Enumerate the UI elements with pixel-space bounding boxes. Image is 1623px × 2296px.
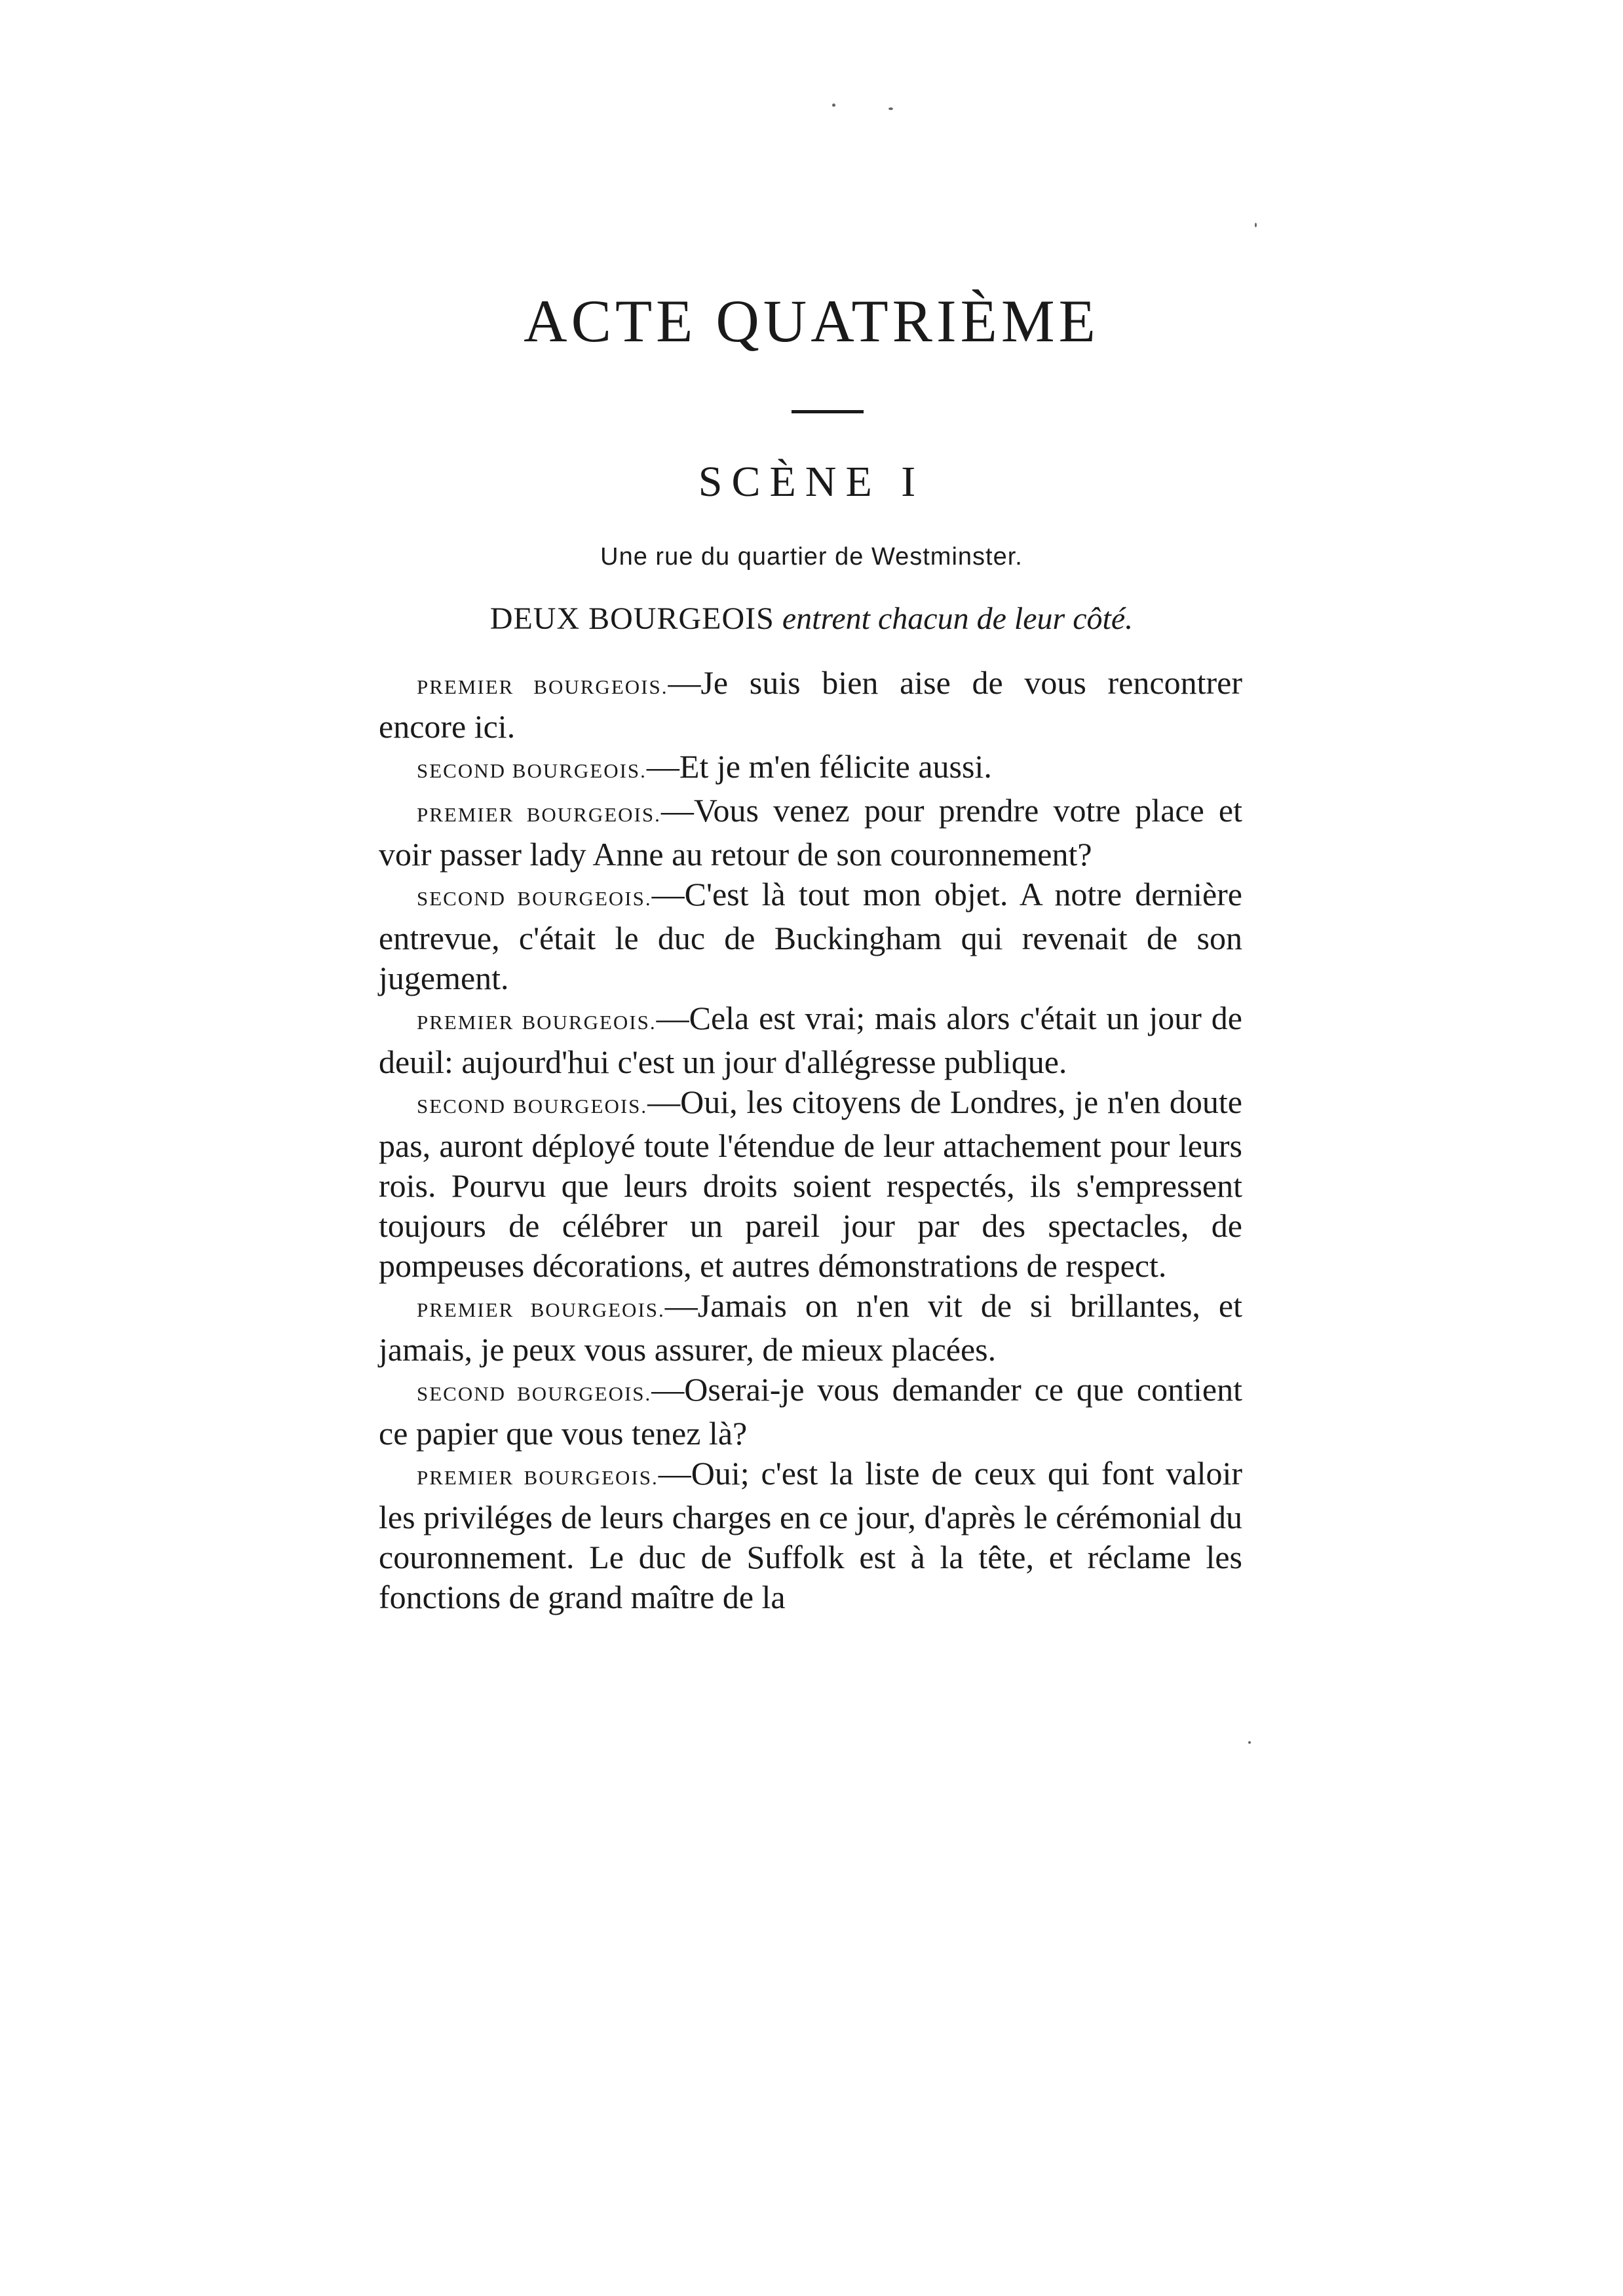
speech-text: —Oui; c'est la liste de ceux qui font valoir les priviléges de leurs charges en ce jour, d'après le cérémonial du couronnement. Le duc de Suffolk est à la tête, et réclame les fonctions de grand maître de la — [379, 1455, 1242, 1615]
speech-text: —Oui, les citoyens de Londres, je n'en doute pas, auront déployé toute l'étendue de leur attachement pour leurs rois. Pourvu que leurs droits soient respectés, ils s'empressent toujours de célébrer un pareil jour par des spectacles, de pompeuses décorations, et autres démonstrations de respect. — [379, 1083, 1242, 1284]
speaker-name: PREMIER BOURGEOIS. — [417, 1011, 657, 1034]
stage-direction-action: entrent chacun de leur côté. — [782, 601, 1134, 636]
scene-title: SCÈNE I — [698, 458, 925, 506]
speaker-name: PREMIER BOURGEOIS. — [417, 1298, 665, 1321]
speaker-name: SECOND BOURGEOIS. — [417, 759, 647, 782]
act-title: ACTE QUATRIÈME — [524, 288, 1099, 354]
speaker-name: PREMIER BOURGEOIS. — [417, 803, 661, 826]
speech-text: —Vous venez pour prendre votre place et voir passer lady Anne au retour de son couronnement? — [379, 792, 1242, 873]
print-speck — [1248, 1741, 1251, 1744]
speech — [379, 1286, 1242, 1370]
speech — [379, 875, 1242, 998]
print-speck — [832, 104, 835, 107]
dialogue-body — [379, 663, 1242, 1617]
title-divider — [792, 410, 864, 413]
speaker-name: PREMIER BOURGEOIS. — [417, 1466, 659, 1489]
stage-direction — [0, 600, 1623, 638]
speaker-name: SECOND BOURGEOIS. — [417, 1382, 652, 1405]
speech-text: —C'est là tout mon objet. A notre dernière entrevue, c'était le duc de Buckingham qui revenait de son jugement. — [379, 876, 1242, 996]
speech — [379, 791, 1242, 875]
speech — [379, 998, 1242, 1082]
speech-text: —Cela est vrai; mais alors c'était un jour de deuil: aujourd'hui c'est un jour d'allégresse publique. — [379, 1000, 1242, 1080]
scene-setting: Une rue du quartier de Westminster. — [600, 543, 1023, 571]
speech-text: —Oserai-je vous demander ce que contient ce papier que vous tenez là? — [379, 1371, 1242, 1452]
speech — [379, 663, 1242, 747]
stage-direction-characters: DEUX BOURGEOIS — [489, 601, 774, 636]
speech-text: —Jamais on n'en vit de si brillantes, et jamais, je peux vous assurer, de mieux placées. — [379, 1287, 1242, 1368]
speech — [379, 747, 1242, 791]
speech — [379, 1082, 1242, 1286]
print-speck — [1255, 223, 1257, 227]
speaker-name: SECOND BOURGEOIS. — [417, 1095, 648, 1118]
speech — [379, 1370, 1242, 1454]
speech-text: —Je suis bien aise de vous rencontrer encore ici. — [379, 664, 1242, 745]
speech — [379, 1454, 1242, 1617]
print-speck — [888, 107, 893, 110]
speaker-name: SECOND BOURGEOIS. — [417, 887, 652, 910]
speaker-name: PREMIER BOURGEOIS. — [417, 675, 668, 698]
speech-text: —Et je m'en félicite aussi. — [646, 748, 992, 785]
